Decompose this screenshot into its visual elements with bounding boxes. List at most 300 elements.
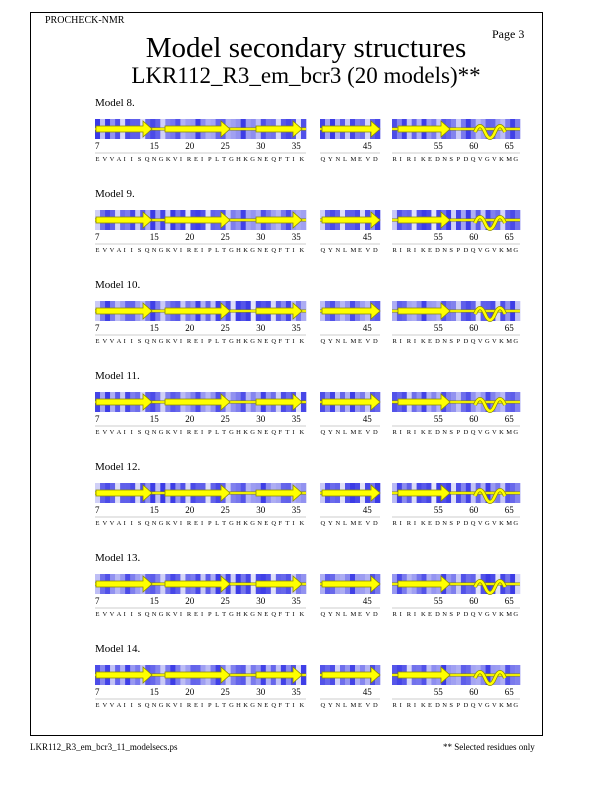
sequence-residue: Q (271, 702, 277, 709)
sequence-residue: L (343, 429, 347, 436)
sequence-residue: I (292, 520, 295, 527)
model-label: Model 10. (95, 279, 141, 291)
sequence-residue: I (201, 338, 204, 345)
sequence-residue: K (243, 611, 248, 618)
tick-label: 30 (256, 232, 266, 242)
sequence-residue: I (201, 702, 204, 709)
sequence-residue: E (358, 247, 362, 254)
sequence-residue: Y (328, 702, 333, 709)
sequence-residue: G (229, 520, 234, 527)
sequence-residue: N (151, 429, 157, 436)
tick-label: 45 (362, 687, 372, 697)
sequence-residue: I (179, 702, 183, 709)
sequence-residue: G (229, 611, 234, 618)
sequence-residue: K (299, 520, 305, 527)
sequence-residue: S (137, 611, 142, 618)
tick-label: 65 (504, 141, 514, 151)
sequence-residue: I (399, 156, 402, 163)
sequence-residue: R (186, 520, 192, 527)
sequence-residue: I (201, 611, 204, 618)
sequence-residue: I (201, 247, 204, 254)
sequence-residue: I (413, 429, 417, 436)
sequence-residue: V (365, 247, 371, 254)
sequence-residue: Y (328, 338, 333, 345)
sequence-residue: G (484, 429, 490, 436)
sequence-residue: K (165, 702, 171, 709)
sequence-residue: V (109, 156, 115, 163)
tick-label: 30 (256, 687, 266, 697)
sequence-residue: E (264, 702, 269, 709)
tick-label: 55 (433, 141, 443, 151)
sequence-residue: Y (328, 611, 333, 618)
sequence-residue: V (492, 247, 497, 254)
sequence-residue: I (179, 429, 183, 436)
tick-label: 7 (95, 596, 100, 606)
tick-label: 7 (95, 323, 100, 333)
tick-label: 30 (256, 505, 266, 515)
sequence-residue: Q (271, 247, 277, 254)
sequence-residue: I (413, 338, 417, 345)
sequence-residue: N (151, 611, 157, 618)
tick-label: 7 (95, 505, 100, 515)
tick-label: 25 (220, 596, 230, 606)
sequence-residue: I (130, 247, 133, 254)
sequence-residue: D (463, 702, 469, 709)
tick-label: 65 (504, 687, 514, 697)
sequence-residue: K (165, 156, 171, 163)
tick-label: 60 (469, 414, 479, 424)
tick-label: 20 (185, 232, 195, 242)
sequence-residue: I (130, 156, 133, 163)
sequence-residue: K (299, 702, 305, 709)
sequence-residue: P (208, 156, 212, 163)
sequence-residue: E (358, 156, 362, 163)
sequence-residue: I (399, 247, 402, 254)
tick-label: 65 (504, 323, 514, 333)
sequence-residue: I (201, 156, 204, 163)
sequence-residue: R (406, 338, 412, 345)
sequence-residue: T (285, 702, 290, 709)
sequence-residue: P (208, 338, 212, 345)
sequence-residue: V (109, 429, 115, 436)
sequence-residue: A (116, 156, 122, 163)
sequence-residue: G (250, 429, 255, 436)
sequence-residue: K (499, 429, 504, 436)
sequence-residue: L (343, 338, 347, 345)
sequence-residue: E (264, 156, 269, 163)
sequence-residue: R (186, 338, 192, 345)
sequence-residue: R (186, 702, 192, 709)
sequence-residue: S (449, 520, 454, 527)
model-structure-plot (0, 483, 612, 543)
sequence-residue: L (215, 156, 220, 163)
sequence-residue: G (229, 156, 234, 163)
sequence-residue: E (428, 247, 433, 254)
sequence-residue: E (264, 520, 269, 527)
sequence-residue: Q (470, 429, 476, 436)
sequence-residue: Q (470, 611, 476, 618)
sequence-residue: V (102, 611, 108, 618)
sequence-residue: E (358, 520, 362, 527)
sequence-residue: N (257, 520, 262, 527)
sequence-residue: V (492, 702, 497, 709)
sequence-residue: F (278, 611, 282, 618)
sequence-residue: V (365, 611, 371, 618)
model-structure-plot (0, 210, 612, 270)
tick-label: 25 (220, 323, 230, 333)
sequence-residue: V (365, 338, 371, 345)
sequence-residue: K (420, 520, 426, 527)
sequence-residue: E (428, 611, 433, 618)
sequence-residue: N (257, 247, 262, 254)
sequence-residue: I (130, 520, 133, 527)
sequence-residue: I (413, 520, 417, 527)
tick-label: 45 (362, 596, 372, 606)
sequence-residue: I (130, 429, 133, 436)
sequence-residue: L (343, 611, 347, 618)
sequence-residue: K (299, 247, 305, 254)
model-structure-plot (0, 392, 612, 452)
sequence-residue: E (358, 429, 362, 436)
sequence-residue: G (484, 247, 490, 254)
sequence-residue: E (193, 611, 198, 618)
sequence-residue: P (208, 611, 212, 618)
sequence-residue: N (257, 429, 262, 436)
sequence-residue: L (215, 702, 220, 709)
sequence-residue: N (442, 338, 447, 345)
sequence-residue: G (229, 247, 234, 254)
sequence-residue: G (484, 611, 490, 618)
sequence-residue: R (186, 429, 192, 436)
sequence-residue: R (392, 156, 397, 163)
model-structure-plot (0, 119, 612, 179)
sequence-residue: L (343, 156, 347, 163)
sequence-residue: M (350, 429, 357, 436)
sequence-residue: R (392, 702, 397, 709)
sequence-residue: V (102, 156, 108, 163)
sequence-residue: N (442, 247, 447, 254)
sequence-residue: I (123, 520, 126, 527)
sequence-residue: K (299, 338, 305, 345)
sequence-residue: E (193, 338, 198, 345)
sequence-residue: D (463, 247, 469, 254)
sequence-residue: T (222, 520, 227, 527)
sequence-residue: G (513, 702, 519, 709)
sequence-residue: K (420, 702, 426, 709)
sequence-residue: Q (320, 702, 326, 709)
tick-label: 20 (185, 323, 195, 333)
sequence-residue: S (137, 702, 142, 709)
tick-label: 55 (433, 687, 443, 697)
sequence-residue: D (435, 702, 440, 709)
tick-label: 45 (362, 232, 372, 242)
sequence-residue: I (123, 702, 126, 709)
sequence-residue: V (172, 338, 178, 345)
tick-label: 45 (362, 141, 372, 151)
model-structure-plot (0, 665, 612, 725)
sequence-residue: M (350, 338, 357, 345)
sequence-residue: I (292, 247, 295, 254)
sequence-residue: E (95, 429, 100, 436)
brand-label: PROCHECK-NMR (45, 15, 125, 26)
sequence-residue: F (278, 429, 282, 436)
sequence-residue: G (484, 520, 490, 527)
sequence-residue: S (449, 702, 454, 709)
tick-label: 45 (362, 414, 372, 424)
sequence-residue: K (299, 611, 305, 618)
sequence-residue: V (492, 520, 497, 527)
sequence-residue: H (236, 247, 241, 254)
sequence-residue: V (109, 247, 115, 254)
sequence-residue: I (292, 338, 295, 345)
sequence-residue: G (250, 247, 255, 254)
sequence-residue: K (499, 247, 504, 254)
sequence-residue: L (215, 338, 220, 345)
model-label: Model 8. (95, 97, 135, 109)
tick-label: 20 (185, 414, 195, 424)
sequence-residue: K (499, 611, 504, 618)
tick-label: 35 (291, 596, 301, 606)
model-label: Model 12. (95, 461, 141, 473)
sequence-residue: R (406, 520, 412, 527)
sequence-residue: V (477, 338, 483, 345)
sequence-residue: G (158, 702, 164, 709)
sequence-residue: V (102, 338, 108, 345)
sequence-residue: G (250, 338, 255, 345)
sequence-residue: E (193, 702, 198, 709)
tick-label: 65 (504, 505, 514, 515)
sequence-residue: P (208, 247, 212, 254)
sequence-residue: N (335, 156, 341, 163)
sequence-residue: Q (470, 702, 476, 709)
sequence-residue: D (435, 611, 440, 618)
sequence-residue: D (435, 247, 440, 254)
tick-label: 65 (504, 596, 514, 606)
sequence-residue: G (484, 702, 490, 709)
sequence-residue: E (428, 429, 433, 436)
sequence-residue: I (292, 611, 295, 618)
sequence-residue: M (506, 338, 513, 345)
sequence-residue: I (130, 338, 133, 345)
sequence-residue: F (278, 156, 282, 163)
sequence-residue: P (456, 156, 461, 163)
sequence-residue: E (95, 520, 100, 527)
tick-label: 45 (362, 323, 372, 333)
sequence-residue: N (151, 156, 157, 163)
sequence-residue: M (506, 429, 513, 436)
sequence-residue: D (463, 338, 469, 345)
sequence-residue: S (449, 429, 454, 436)
tick-label: 15 (149, 505, 159, 515)
sequence-residue: G (484, 156, 490, 163)
sequence-residue: D (463, 520, 469, 527)
tick-label: 60 (469, 505, 479, 515)
tick-label: 30 (256, 414, 266, 424)
sequence-residue: N (151, 338, 157, 345)
sequence-residue: V (172, 247, 178, 254)
sequence-residue: V (102, 429, 108, 436)
sequence-residue: Q (320, 520, 326, 527)
sequence-residue: R (406, 247, 412, 254)
sequence-residue: Q (144, 247, 150, 254)
sequence-residue: V (492, 611, 497, 618)
sequence-residue: V (109, 520, 115, 527)
sequence-residue: T (222, 247, 227, 254)
sequence-residue: G (250, 702, 255, 709)
sequence-residue: D (435, 338, 440, 345)
sequence-residue: K (299, 156, 305, 163)
sequence-residue: E (193, 156, 198, 163)
sequence-residue: L (343, 247, 347, 254)
sequence-residue: H (236, 429, 241, 436)
tick-label: 7 (95, 232, 100, 242)
sequence-residue: E (95, 247, 100, 254)
tick-label: 7 (95, 414, 100, 424)
sequence-residue: Q (144, 156, 150, 163)
sequence-residue: S (449, 156, 454, 163)
sequence-residue: Q (144, 611, 150, 618)
sequence-residue: N (335, 338, 341, 345)
sequence-residue: I (179, 611, 183, 618)
sequence-residue: G (229, 702, 234, 709)
footer-filename: LKR112_R3_em_bcr3_11_modelsecs.ps (30, 742, 178, 752)
tick-label: 20 (185, 596, 195, 606)
sequence-residue: A (116, 338, 122, 345)
sequence-residue: A (116, 702, 122, 709)
sequence-residue: Q (320, 429, 326, 436)
sequence-residue: I (399, 702, 402, 709)
sequence-residue: M (350, 247, 357, 254)
sequence-residue: Q (271, 520, 277, 527)
sequence-residue: E (358, 702, 362, 709)
sequence-residue: M (506, 702, 513, 709)
page-title: Model secondary structures (145, 32, 467, 64)
tick-label: 25 (220, 414, 230, 424)
sequence-residue: D (373, 156, 378, 163)
sequence-residue: G (158, 338, 164, 345)
sequence-residue: P (208, 520, 212, 527)
tick-label: 65 (504, 232, 514, 242)
sequence-residue: V (477, 247, 483, 254)
sequence-residue: T (285, 338, 290, 345)
sequence-residue: R (392, 520, 397, 527)
sequence-residue: Y (328, 156, 333, 163)
sequence-residue: S (137, 429, 142, 436)
sequence-residue: E (264, 247, 269, 254)
sequence-residue: E (193, 247, 198, 254)
sequence-residue: Y (328, 429, 333, 436)
sequence-residue: M (506, 156, 513, 163)
sequence-residue: I (123, 611, 126, 618)
sequence-residue: N (442, 520, 447, 527)
tick-label: 55 (433, 323, 443, 333)
sequence-residue: E (95, 156, 100, 163)
sequence-residue: L (215, 247, 220, 254)
sequence-residue: Q (470, 338, 476, 345)
sequence-residue: K (243, 520, 248, 527)
sequence-residue: N (257, 156, 262, 163)
sequence-residue: A (116, 429, 122, 436)
sequence-residue: L (343, 702, 347, 709)
sequence-residue: I (292, 429, 295, 436)
sequence-residue: Q (271, 156, 277, 163)
sequence-residue: V (365, 429, 371, 436)
tick-label: 30 (256, 596, 266, 606)
sequence-residue: A (116, 611, 122, 618)
sequence-residue: H (236, 156, 241, 163)
tick-label: 55 (433, 232, 443, 242)
sequence-residue: I (413, 247, 417, 254)
sequence-residue: Q (144, 520, 150, 527)
sequence-residue: R (406, 702, 412, 709)
sequence-residue: V (172, 520, 178, 527)
sequence-residue: E (428, 338, 433, 345)
sequence-residue: Q (320, 247, 326, 254)
sequence-residue: K (165, 247, 171, 254)
sequence-residue: G (158, 429, 164, 436)
model-label: Model 11. (95, 370, 140, 382)
tick-label: 25 (220, 232, 230, 242)
sequence-residue: N (151, 520, 157, 527)
sequence-residue: G (229, 429, 234, 436)
sequence-residue: Q (470, 247, 476, 254)
sequence-residue: M (506, 247, 513, 254)
tick-label: 55 (433, 596, 443, 606)
sequence-residue: E (264, 338, 269, 345)
sequence-residue: G (513, 611, 519, 618)
sequence-residue: S (449, 247, 454, 254)
tick-label: 30 (256, 323, 266, 333)
sequence-residue: M (350, 156, 357, 163)
model-structure-plot (0, 574, 612, 634)
sequence-residue: E (193, 520, 198, 527)
tick-label: 35 (291, 141, 301, 151)
sequence-residue: N (442, 702, 447, 709)
sequence-residue: G (158, 247, 164, 254)
tick-label: 35 (291, 505, 301, 515)
sequence-residue: V (102, 702, 108, 709)
sequence-residue: R (392, 247, 397, 254)
tick-label: 35 (291, 414, 301, 424)
sequence-residue: R (186, 247, 192, 254)
sequence-residue: T (222, 611, 227, 618)
sequence-residue: V (492, 156, 497, 163)
sequence-residue: S (137, 520, 142, 527)
sequence-residue: N (151, 247, 157, 254)
sequence-residue: R (392, 429, 397, 436)
sequence-residue: E (428, 156, 433, 163)
sequence-residue: E (264, 429, 269, 436)
sequence-residue: D (435, 156, 440, 163)
sequence-residue: H (236, 611, 241, 618)
sequence-residue: A (116, 247, 122, 254)
sequence-residue: V (365, 156, 371, 163)
sequence-residue: V (492, 429, 497, 436)
sequence-residue: V (172, 702, 178, 709)
sequence-residue: P (456, 702, 461, 709)
tick-label: 7 (95, 687, 100, 697)
sequence-residue: T (285, 156, 290, 163)
sequence-residue: I (123, 429, 126, 436)
sequence-residue: I (179, 338, 183, 345)
sequence-residue: G (250, 611, 255, 618)
sequence-residue: T (222, 156, 227, 163)
sequence-residue: S (449, 611, 454, 618)
sequence-residue: V (365, 702, 371, 709)
tick-label: 60 (469, 323, 479, 333)
sequence-residue: E (428, 702, 433, 709)
sequence-residue: K (299, 429, 305, 436)
